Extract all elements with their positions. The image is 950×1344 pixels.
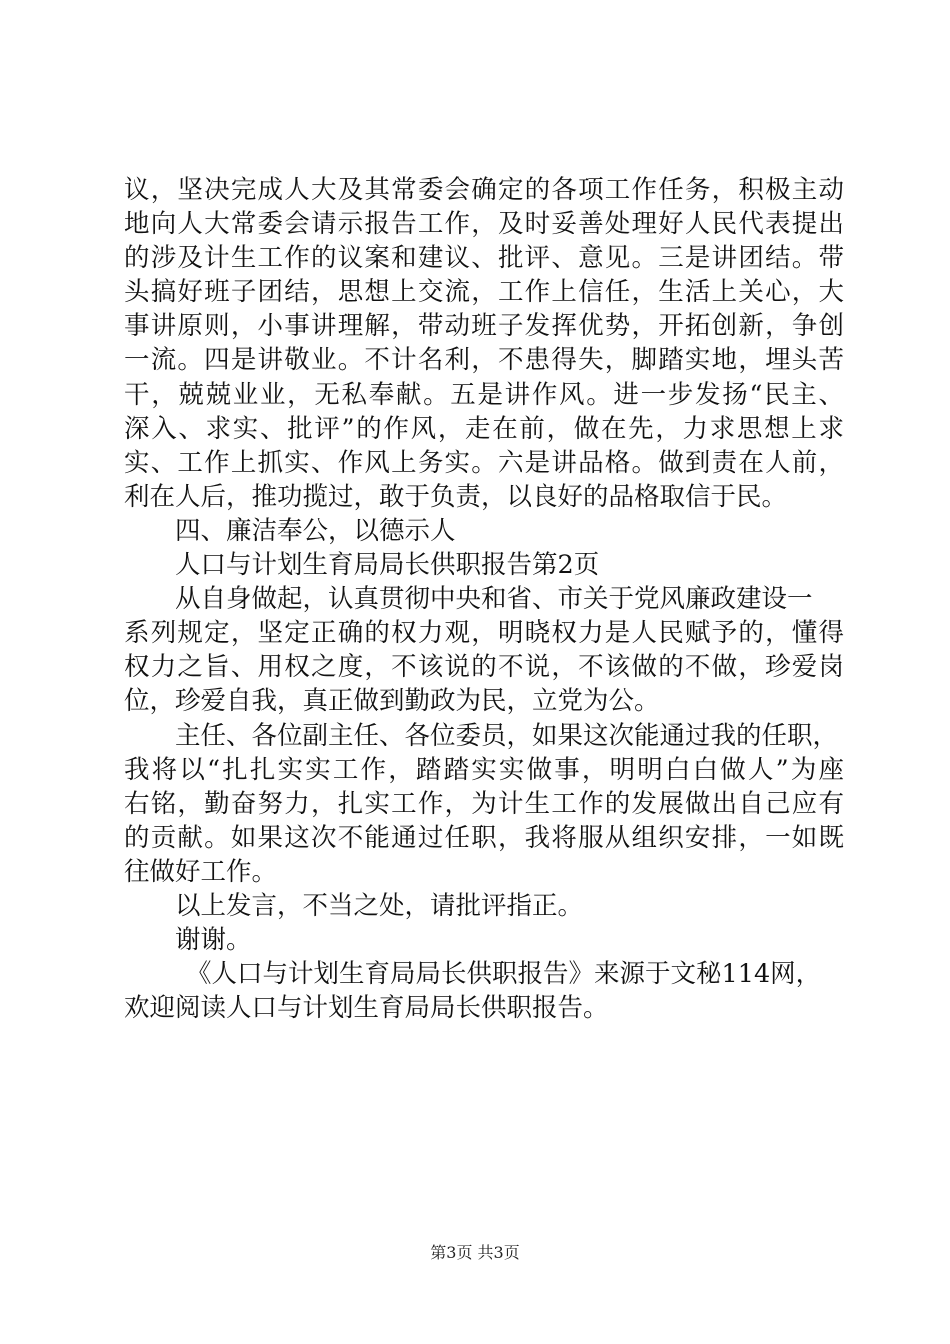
text-line: 我将以“扎扎实实工作，踏踏实实做事，明明白白做人”为座	[124, 754, 844, 785]
text-line: 深入、求实、批评”的作风，走在前，做在先，力求思想上求	[124, 413, 844, 444]
source-note-line: 欢迎阅读人口与计划生育局局长供职报告。	[124, 993, 609, 1024]
text-line: 系列规定，坚定正确的权力观，明晓权力是人民赋予的，懂得	[124, 618, 844, 649]
text-line: 的涉及计生工作的议案和建议、批评、意见。三是讲团结。带	[124, 243, 844, 274]
text-line: 一流。四是讲敬业。不计名利，不患得失，脚踏实地，埋头苦	[124, 345, 844, 376]
text-line: 地向人大常委会请示报告工作，及时妥善处理好人民代表提出	[124, 209, 844, 240]
text-line: 从自身做起，认真贯彻中央和省、市关于党风廉政建设一	[175, 584, 813, 615]
text-line: 权力之旨、用权之度，不该说的不说，不该做的不做，珍爱岗	[124, 652, 844, 683]
page-marker-line: 人口与计划生育局局长供职报告第2页	[175, 550, 600, 581]
text-line: 议，坚决完成人大及其常委会确定的各项工作任务，积极主动	[124, 175, 844, 205]
text-line: 谢谢。	[175, 925, 252, 956]
text-line: 以上发言，不当之处，请批评指正。	[175, 890, 584, 921]
text-line: 右铭，勤奋努力，扎实工作，为计生工作的发展做出自己应有	[124, 788, 844, 819]
text-line: 干，兢兢业业，无私奉献。五是讲作风。进一步发扬“民主、	[124, 379, 844, 410]
section-heading: 四、廉洁奉公，以德示人	[175, 515, 456, 546]
text-line: 利在人后，推功揽过，敢于负责，以良好的品格取信于民。	[124, 481, 788, 512]
text-line: 实、工作上抓实、作风上务实。六是讲品格。做到责在人前，	[124, 447, 844, 478]
text-line: 事讲原则，小事讲理解，带动班子发挥优势，开拓创新，争创	[124, 311, 844, 342]
text-line: 位，珍爱自我，真正做到勤政为民，立党为公。	[124, 686, 660, 717]
text-line: 主任、各位副主任、各位委员，如果这次能通过我的任职，	[175, 720, 839, 751]
document-body	[124, 173, 844, 1025]
text-line: 往做好工作。	[124, 856, 278, 887]
text-line: 头搞好班子团结，思想上交流，工作上信任，生活上关心，大	[124, 277, 844, 308]
source-note-line: 《人口与计划生育局局长供职报告》来源于文秘114网，	[186, 959, 822, 990]
page-number-footer: 第3页 共3页	[430, 1243, 520, 1262]
text-line: 的贡献。如果这次不能通过任职，我将服从组织安排，一如既	[124, 822, 844, 853]
